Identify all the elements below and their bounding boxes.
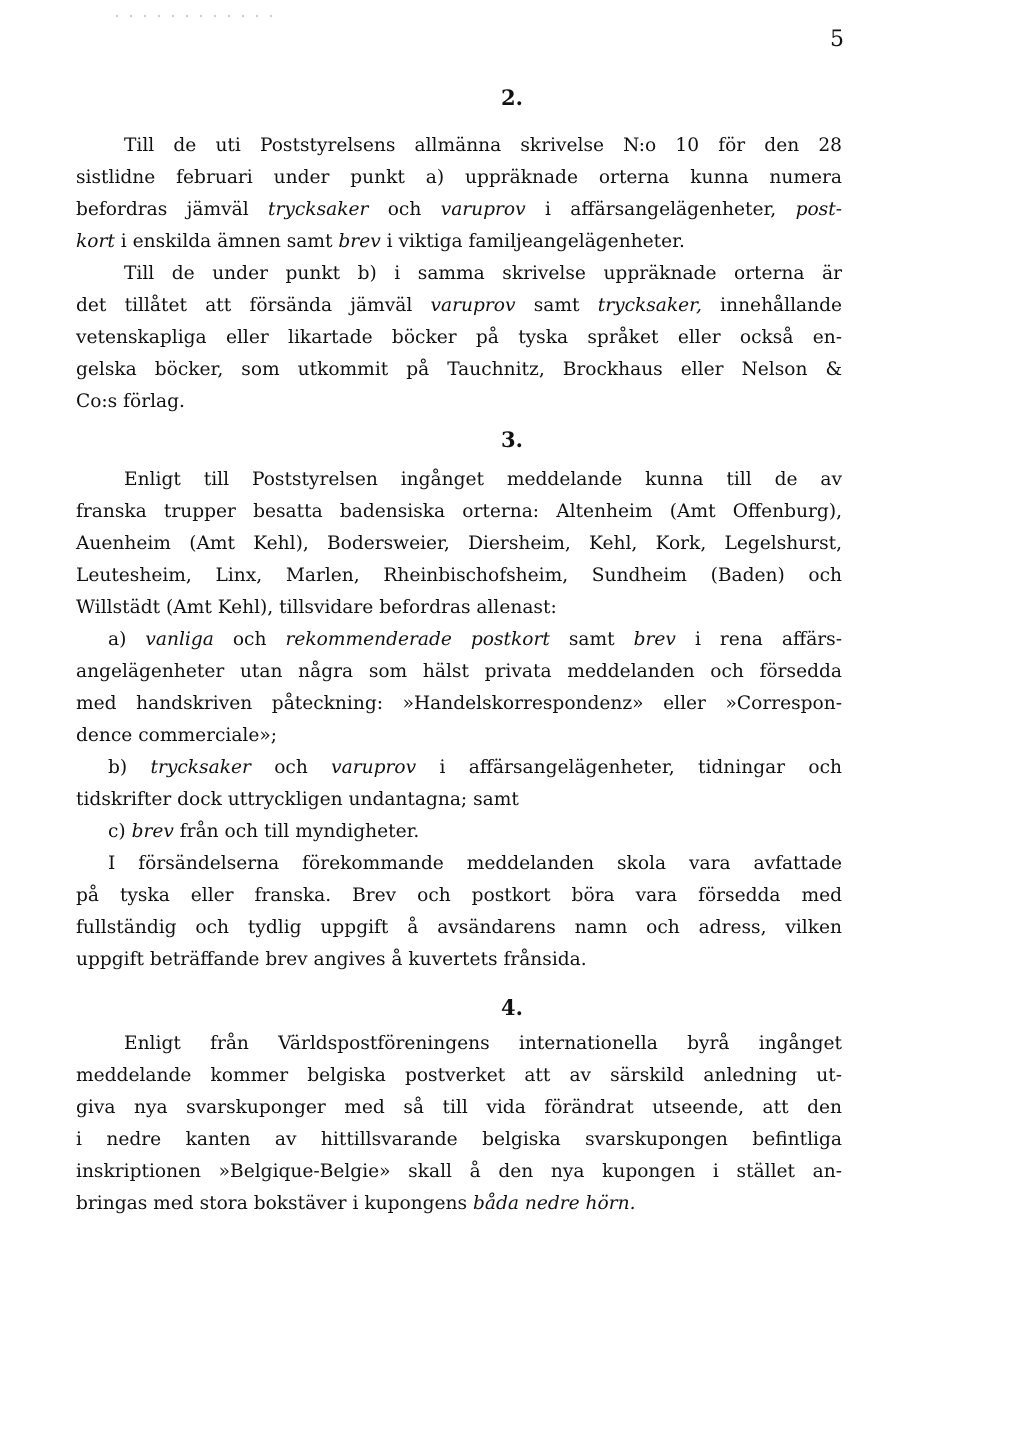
text-line xyxy=(76,496,842,528)
text-line xyxy=(76,656,842,688)
emphasized-text: trycksaker xyxy=(150,757,251,778)
scan-artifact xyxy=(110,14,280,18)
text-line xyxy=(76,464,842,496)
text-line xyxy=(76,912,842,944)
emphasized-text: post- xyxy=(795,199,842,220)
text-line xyxy=(76,1188,842,1220)
text-segment: giva nya svarskuponger med så till vida förändrat utseende, att den xyxy=(76,1097,842,1118)
emphasized-text: varuprov xyxy=(430,295,516,316)
text-segment: sistlidne februari under punkt a) uppräknade orterna kunna numera xyxy=(76,167,842,188)
text-segment: Enligt till Poststyrelsen ingånget meddelande kunna till de av xyxy=(124,469,842,490)
text-segment: Till de uti Poststyrelsens allmänna skrivelse N:o 10 för den 28 xyxy=(124,135,842,156)
text-line xyxy=(76,752,842,784)
emphasized-text: vanliga xyxy=(145,629,214,650)
text-line xyxy=(76,226,842,258)
text-segment: befordras jämväl xyxy=(76,199,269,220)
text-line xyxy=(76,816,842,848)
section-number-2: 2. xyxy=(501,85,523,110)
text-segment: meddelande kommer belgiska postverket att av särskild anledning ut- xyxy=(76,1065,842,1086)
emphasized-text: kort xyxy=(76,231,115,252)
text-segment: innehållande xyxy=(701,295,842,316)
text-segment: inskriptionen »Belgique-Belgie» skall å den nya kupongen i stället an- xyxy=(76,1161,842,1182)
section-3-body xyxy=(76,464,842,976)
text-line xyxy=(76,162,842,194)
text-segment: och xyxy=(250,757,332,778)
section-4-body xyxy=(76,1028,842,1220)
text-segment: på tyska eller franska. Brev och postkort böra vara försedda med xyxy=(76,885,842,906)
text-line xyxy=(76,1092,842,1124)
text-line xyxy=(76,560,842,592)
emphasized-text: båda nedre hörn. xyxy=(472,1193,636,1214)
section-number-4: 4. xyxy=(501,995,523,1020)
text-segment: franska trupper besatta badensiska orterna: Altenheim (Amt Offenburg), xyxy=(76,501,842,522)
text-line xyxy=(76,720,842,752)
text-segment: fullständig och tydlig uppgift å avsändarens namn och adress, vilken xyxy=(76,917,842,938)
text-line xyxy=(76,1028,842,1060)
text-line xyxy=(76,1124,842,1156)
text-line xyxy=(76,258,842,290)
text-line xyxy=(76,528,842,560)
text-segment: I försändelserna förekommande meddelanden skola vara avfattade xyxy=(108,853,842,874)
text-segment: Auenheim (Amt Kehl), Bodersweier, Diersheim, Kehl, Kork, Legelshurst, xyxy=(76,533,842,554)
text-segment: a) xyxy=(108,629,146,650)
text-segment: det tillåtet att försända jämväl xyxy=(76,295,431,316)
text-line xyxy=(76,1156,842,1188)
text-segment: i rena affärs- xyxy=(675,629,842,650)
emphasized-text: brev xyxy=(338,231,381,252)
text-segment: bringas med stora bokstäver i kupongens xyxy=(76,1193,473,1214)
text-segment: angelägenheter utan några som hälst privata meddelanden och försedda xyxy=(76,661,842,682)
text-line xyxy=(76,848,842,880)
text-segment: i affärsangelägenheter, xyxy=(525,199,796,220)
text-segment: och xyxy=(213,629,286,650)
text-segment: samt xyxy=(515,295,598,316)
text-segment: dence commerciale»; xyxy=(76,725,278,746)
text-segment: i affärsangelägenheter, tidningar och xyxy=(416,757,843,778)
text-line xyxy=(76,688,842,720)
emphasized-text: trycksaker, xyxy=(597,295,702,316)
emphasized-text: rekommenderade postkort xyxy=(285,629,550,650)
text-line xyxy=(76,194,842,226)
text-segment: i nedre kanten av hittillsvarande belgiska svarskupongen befintliga xyxy=(76,1129,842,1150)
text-line xyxy=(76,322,842,354)
page-number: 5 xyxy=(830,27,844,52)
text-segment: Leutesheim, Linx, Marlen, Rheinbischofsheim, Sundheim (Baden) och xyxy=(76,565,842,586)
text-segment: tidskrifter dock uttryckligen undantagna; samt xyxy=(76,789,519,810)
text-segment: uppgift beträffande brev angives å kuvertets frånsida. xyxy=(76,949,587,970)
text-segment: Till de under punkt b) i samma skrivelse uppräknade orterna är xyxy=(124,263,842,284)
text-line xyxy=(76,1060,842,1092)
text-segment: och xyxy=(368,199,441,220)
text-line xyxy=(76,386,842,418)
text-line xyxy=(76,784,842,816)
text-segment: c) xyxy=(108,821,132,842)
emphasized-text: trycksaker xyxy=(268,199,369,220)
text-line xyxy=(76,290,842,322)
emphasized-text: varuprov xyxy=(331,757,417,778)
text-segment: med handskriven påteckning: »Handelskorrespondenz» eller »Correspon- xyxy=(76,693,842,714)
text-segment: Enligt från Världspostföreningens internationella byrå ingånget xyxy=(124,1033,842,1054)
text-segment: från och till myndigheter. xyxy=(173,821,420,842)
section-number-3: 3. xyxy=(501,427,523,452)
text-segment: Willstädt (Amt Kehl), tillsvidare befordras allenast: xyxy=(76,597,557,618)
text-segment: b) xyxy=(108,757,151,778)
text-segment: samt xyxy=(549,629,634,650)
emphasized-text: varuprov xyxy=(440,199,526,220)
text-line xyxy=(76,130,842,162)
text-segment: Co:s förlag. xyxy=(76,391,185,412)
text-line xyxy=(76,880,842,912)
text-line xyxy=(76,354,842,386)
emphasized-text: brev xyxy=(131,821,174,842)
text-segment: i viktiga familjeangelägenheter. xyxy=(380,231,685,252)
text-segment: gelska böcker, som utkommit på Tauchnitz, Brockhaus eller Nelson & xyxy=(76,359,842,380)
text-line xyxy=(76,592,842,624)
section-2-body xyxy=(76,130,842,418)
emphasized-text: brev xyxy=(633,629,676,650)
text-line xyxy=(76,944,842,976)
text-segment: i enskilda ämnen samt xyxy=(114,231,339,252)
text-segment: vetenskapliga eller likartade böcker på tyska språket eller också en- xyxy=(76,327,842,348)
text-line xyxy=(76,624,842,656)
